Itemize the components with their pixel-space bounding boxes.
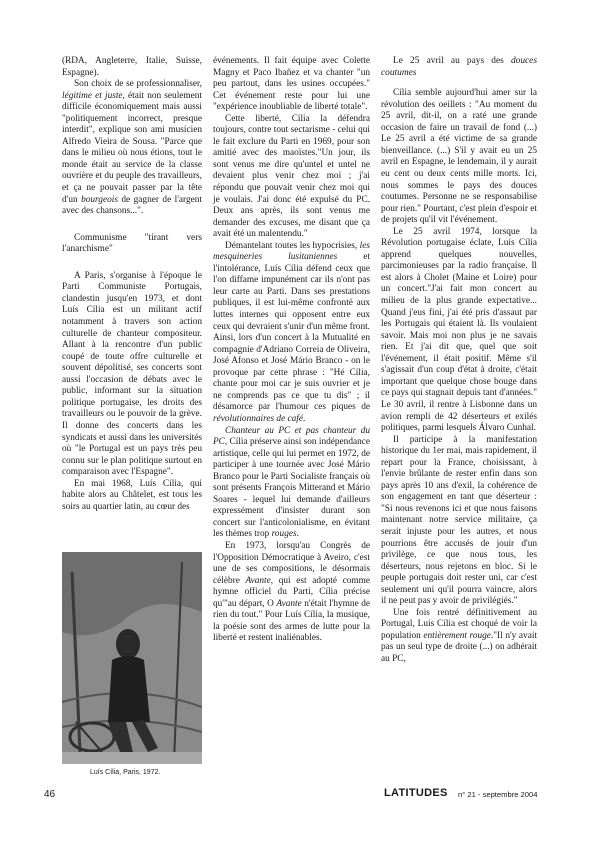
italic-run: les mesquineries lusitaniennes [213, 240, 370, 263]
italic-run: entièrement rouge [423, 630, 491, 641]
text-run: Son choix de se professionnaliser, [74, 79, 202, 90]
photo-luis-cilia [62, 552, 202, 764]
issue-info: n° 21 - septembre 2004 [458, 790, 538, 799]
italic-run: bourgeois [81, 194, 118, 205]
text-run: , Cília préserve ainsi son indépendance artistique, celle qui lui permet en 1972, de participer à une tournée avec José Mário Branco pour le Parti Socialiste français où sont présents François Mitterand et Mário Soares - lequel lui demande d'ailleurs expressément d'insister durant son concert sur l'anticolonialisme, en évitant les thèmes trop [213, 437, 370, 540]
text-run: de gagner de l'argent avec des chansons...". [62, 194, 202, 217]
italic-run: Avante [245, 575, 271, 586]
text-run: , était non seulement difficile économiquement mais aussi "politiquement incorrect, presque interdit", explique son ami musicien Alfredo Vieira de Sousa. "Parce que dans le milieu où nous étions, tout le monde était au service de la classe ouvrière et du peuple des travailleurs, et ça ne pouvait passer par la tête d'un [62, 90, 202, 205]
paragraph: Cette liberté, Cília la défendra toujours, contre tout sectarisme - celui qui le fait exclure du Parti en 1969, pour son amitié avec des maoïstes."Un jour, ils sont venus me dire qu'untel et untel ne devaient plus venir chez moi ; j'ai répondu que pouvait venir chez moi qui je voulais. J'ai donc été expulsé du PC. Deux ans après, ils sont venus me demander des excuses, me disant que ça avait été un malentendu." [213, 113, 370, 240]
magazine-logo: LATITUDES [384, 787, 448, 799]
paragraph [213, 241, 370, 426]
text-run: n'était l'hymne de rien du tout." Pour Luís Cília, la musique, la poésie sont des armes de lutte pour la liberté et restent inaliénables. [213, 598, 371, 644]
section-heading [381, 56, 537, 79]
paragraph: Il participe à la manifestation historique du 1er mai, mais rapidement, il repart pour la France, choisissant, à l'envie brûlante de rester enfin dans son pays après 10 ans d'exil, la cohérence de son engagement en tant que déserteur : "Si nous revenons ici et que nous faisons maintenant notre service militaire, ça serait injuste pour les autres, et nous pourrions être accusés de jouir d'un privilège, ce que nous tous, les déserteurs, nous rejetons en bloc. Si le peuple portugais doit rester uni, car c'est seulement uni qu'il pourra vaincre, alors il ne peut pas y avoir de privilégiés." [381, 434, 537, 607]
text-run: et l'intolérance, Luís Cília défend ceux que l'on diffame impunément car ils n'ont pas leur carte au Parti. Dans ses prestations publiques, il est lui-même confronté aux luttes internes qui opposent entre eux ceux qui devraient s'unir d'un même front. Ainsi, lors d'un concert à la Mutualité en compagnie d'Adriano Correia de Oliveira, José Afonso et José Mário Branco - on le provoque par cette phrase : "Hé Cília, chante pour moi car je suis ouvrier et je ne comprends pas ce que tu dis" ; il désamorce par l'humour ces piques de [213, 252, 370, 413]
text-column-3 [381, 56, 537, 666]
page-number: 46 [44, 789, 56, 800]
paragraph [62, 79, 202, 218]
paragraph [213, 541, 370, 645]
text-run: Démantelant toutes les hypocrisies, [225, 240, 360, 251]
italic-run: Chanteur au PC et pas chanteur du PC [213, 425, 370, 448]
paragraph: Le 25 avril 1974, lorsque la Révolution portugaise éclate, Luís Cília apprend quelques nouvelles, parcimonieuses par la radio française. Il est alors à Cholet (Maine et Loire) pour un concert."J'ai fait mon concert au milieu de la plus grande expectative... Quand j'eus fini, j'ai été pris d'assaut par les Portugais qui étaient là. Ils voulaient savoir. Mais moi non plus je ne savais rien. Et j'ai dit que, quel que soit l'événement, il était positif. Même s'il s'agissait d'un coup d'état à droite, c'était important que quelque chose bouge dans ce pays qui stagnait depuis tant d'années." Le 30 avril, il rentre à Lisbonne dans un avion rempli de 42 déserteurs et exilés politiques, parmi lesquels Álvaro Cunhal. [381, 226, 537, 434]
text-run: En 1973, lorsqu'au Congrès de l'Opposition Démocratique à Aveiro, c'est une de ses compositions, le désormais célèbre [213, 540, 370, 586]
text-column-2 [213, 56, 370, 645]
paragraph: événements. Il fait équipe avec Colette Magny et Paco Ibañez et va chanter "un peu partout, dans les usines occupées." Cet événement reste pour lui une "expérience inoubliable de liberté totale". [213, 56, 370, 113]
paragraph: A Paris, s'organise à l'époque le Parti Communiste Portugais, clandestin jusqu'en 1973, et dont Luís Cília est un militant actif notamment à travers son action culturelle de chanteur compositeur. Allant à la rencontre d'un public coupé de toute offre culturelle et souvent dépolitisé, ses concerts sont aussi l'occasion de débats avec le public, informant sur la situation politique portugaise, les droits des travailleurs ou le pouvoir de la grève. Il donne des concerts dans les syndicats et aussi dans les universités où "le Portugal est un pays très peu connu sur le plan politique surtout en comparaison avec l'Espagne". [62, 270, 202, 478]
italic-run: révolutionnaires de café [213, 413, 304, 424]
italic-run: Avante [276, 598, 302, 609]
italic-run: rouges [271, 529, 297, 540]
text-run: , qui est adopté comme hymne officiel du Parti, Cília précise qu'"au départ, O [213, 575, 370, 609]
text-run: ."Il n'y avait pas un seul type de droite (...) on adhérait au PC, [381, 630, 537, 664]
photo-caption: Luís Cília, Paris, 1972. [90, 769, 161, 776]
italic-run: légitime et juste [62, 90, 123, 101]
text-column-1 [62, 56, 202, 513]
paragraph: En mai 1968, Luís Cília, qui habite alors au Châtelet, est tous les soirs au quartier latin, au cœur des [62, 478, 202, 512]
text-run: Une fois rentré définitivement au Portugal, Luís Cília est choqué de voir la population [381, 607, 537, 641]
paragraph: (RDA, Angleterre, Italie, Suisse, Espagne). [62, 56, 202, 78]
section-heading: Communisme "tirant vers l'anarchisme" [62, 232, 202, 255]
text-run: . [296, 529, 299, 540]
paragraph [213, 426, 370, 541]
paragraph: Cília semble aujourd'hui amer sur la révolution des oeillets : "Au moment du 25 avril, dit-il, on a raté une grande occasion de faire un travail de fond (...) Le 25 avril a été victime de sa grande bienveillance. (...) S'il y avait eu un 25 avril en Espagne, le lendemain, il y aurait eu cent ou deux cents mille morts. Ici, nous sommes le pays des douces coutumes. Personne ne se responsabilise pour rien." Pourtant, c'est plein d'espoir et de projets qu'il vit l'événement. [381, 88, 537, 226]
text-run: Le 25 avril au pays des [393, 56, 511, 66]
paragraph [381, 608, 537, 666]
text-run: . [303, 413, 306, 424]
italic-run: douces coutumes [381, 56, 537, 78]
